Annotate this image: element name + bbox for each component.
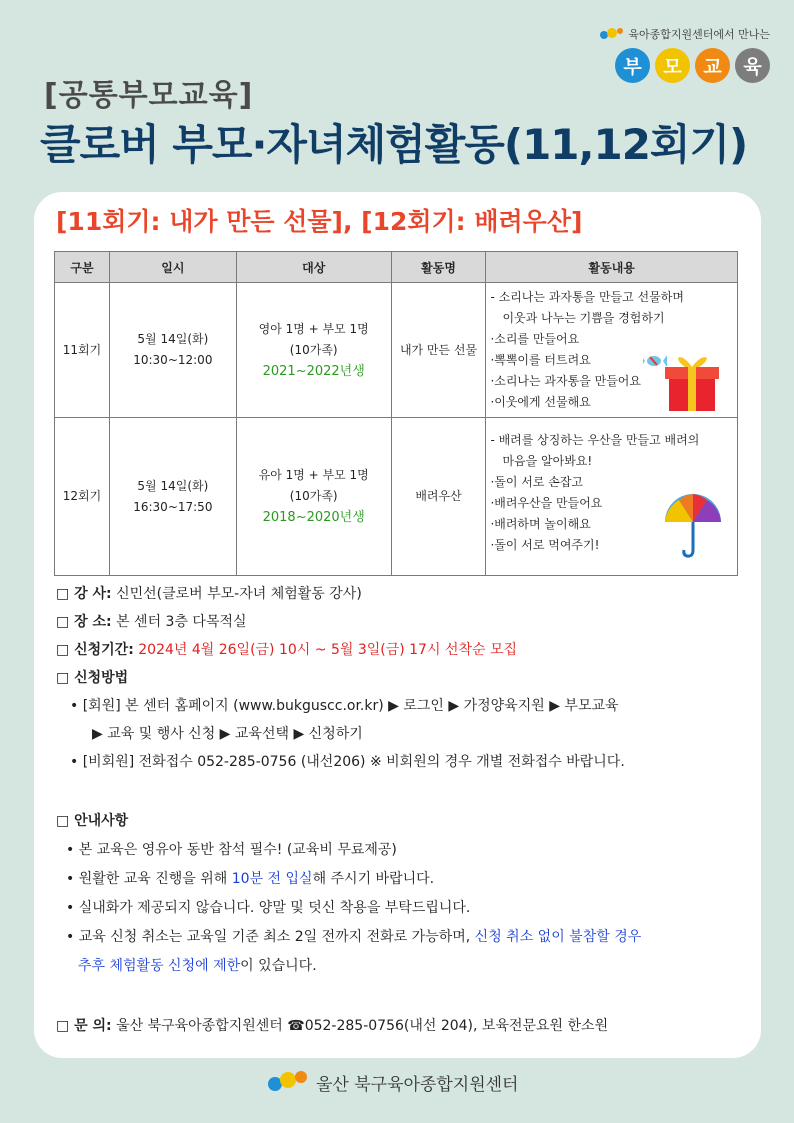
center-logo-icon [266, 1068, 310, 1096]
place-label: □ 장 소: [56, 614, 112, 630]
birth-year: 2018~2020년생 [262, 510, 365, 525]
table-header-row [55, 252, 738, 283]
date-text: 5월 14일(화) [137, 478, 209, 493]
badge-yuk: 육 [735, 48, 770, 83]
umbrella-icon [659, 490, 727, 560]
content-line: ·뽁뽁이를 터트려요 [490, 353, 591, 367]
content-line: ·소리나는 과자통을 만들어요 [490, 374, 641, 388]
place-row [56, 612, 247, 632]
target-text: 영아 1명 + 부모 1명 [258, 321, 369, 336]
activity-content-cell [486, 283, 738, 418]
schedule-table [54, 251, 738, 576]
header-cell: 대상 [236, 252, 391, 283]
place-value: 본 센터 3층 다목적실 [116, 614, 247, 630]
contact-label: □ 문 의: [56, 1018, 112, 1034]
contact-value: 울산 북구육아종합지원센터 ☎052-285-0756(내선 204), 보육전문요원 한소원 [116, 1018, 609, 1034]
instructor-label: □ 강 사: [56, 586, 112, 602]
target-cell [236, 418, 391, 576]
member-method-line2: ▶ 교육 및 행사 신청 ▶ 교육선택 ▶ 신청하기 [92, 726, 363, 742]
content-line: - 배려를 상징하는 우산을 만들고 배려의 [490, 433, 700, 447]
period-row [56, 640, 517, 660]
footer-org-name: 울산 북구육아종합지원센터 [316, 1074, 519, 1095]
content-card [34, 192, 761, 1058]
notice-2-text-end: 해 주시기 바랍니다. [312, 871, 435, 887]
notice-2-text: • 원활한 교육 진행을 위해 [66, 871, 232, 887]
instructor-row [56, 584, 362, 604]
badge-gyo: 교 [695, 48, 730, 83]
instructor-value: 신민선(클로버 부모-자녀 체험활동 강사) [116, 586, 362, 602]
table-row [55, 418, 738, 576]
center-tagline [599, 26, 770, 42]
activity-content-cell [486, 418, 738, 576]
member-method-line1: • [회원] 본 센터 홈페이지 (www.bukguscc.or.kr) ▶ 로그인 ▶ 가정양육지원 ▶ 부모교육 [70, 698, 619, 714]
notice-item-2 [66, 869, 434, 889]
notice-4-highlight: 신청 취소 없이 불참할 경우 [474, 929, 642, 945]
footer [266, 1068, 518, 1096]
card-heading: [11회기: 내가 만든 선물], [12회기: 배려우산] [56, 207, 583, 236]
notice-4-highlight-2: 추후 체험활동 신청에 제한 [78, 958, 241, 974]
time-text: 10:30~12:00 [133, 353, 213, 367]
content-line: 마음을 알아봐요! [502, 454, 593, 468]
datetime-cell [109, 283, 236, 418]
datetime-cell [109, 418, 236, 576]
header-cell: 구분 [55, 252, 110, 283]
content-line: ·돌이 서로 먹여주기! [490, 538, 600, 552]
content-line: ·이웃에게 선물해요 [490, 395, 591, 409]
target-text: 유아 1명 + 부모 1명 [258, 468, 369, 482]
method-label: □ 신청방법 [56, 670, 129, 686]
date-text: 5월 14일(화) [137, 332, 209, 346]
session-cell: 12회기 [55, 418, 110, 576]
header-cell: 활동명 [391, 252, 486, 283]
nonmember-method-line: • [비회원] 전화접수 052-285-0756 (내선206) ※ 비회원의 경우 개별 전화접수 바랍니다. [70, 754, 625, 770]
content-line: ·소리를 만들어요 [490, 332, 580, 346]
notice-4-text: • 교육 신청 취소는 교육일 기준 최소 2일 전까지 전화로 가능하며, [66, 929, 475, 945]
content-line: ·돌이 서로 손잡고 [490, 475, 584, 489]
badge-group [599, 48, 770, 83]
center-logo-icon [599, 26, 625, 42]
period-value: 2024년 4월 26일(금) 10시 ~ 5월 3일(금) 17시 선착순 모집 [138, 642, 518, 658]
period-label: □ 신청기간: [56, 642, 134, 658]
activity-name-cell: 내가 만든 선물 [391, 283, 486, 418]
contact-row [56, 1016, 608, 1036]
page-title: 클로버 부모·자녀체험활동(11,12회기) [40, 120, 748, 169]
header-cell: 활동내용 [486, 252, 738, 283]
badge-bu: 부 [615, 48, 650, 83]
activity-name-cell: 배려우산 [391, 418, 486, 576]
badge-mo: 모 [655, 48, 690, 83]
content-line: ·배려하며 놀이해요 [490, 517, 591, 531]
time-text: 16:30~17:50 [133, 499, 213, 514]
content-line: - 소리나는 과자통을 만들고 선물하며 [490, 290, 684, 304]
page-subtitle: [공통부모교육] [44, 78, 254, 113]
table-row [55, 283, 738, 418]
notice-4-text-end: 이 있습니다. [240, 958, 317, 974]
notice-item-3: • 실내화가 제공되지 않습니다. 양말 및 덧신 착용을 부탁드립니다. [66, 900, 471, 916]
center-tag-text: 육아종합지원센터에서 만나는 [628, 28, 770, 41]
family-count: (10가족) [289, 489, 338, 503]
target-cell [236, 283, 391, 418]
session-cell: 11회기 [55, 283, 110, 418]
notice-item-4 [66, 927, 641, 947]
gift-icon [643, 345, 723, 413]
header-brand [599, 26, 770, 83]
birth-year: 2021~2022년생 [262, 363, 365, 379]
notice-label: □ 안내사항 [56, 813, 129, 829]
header-cell: 일시 [109, 252, 236, 283]
content-line: ·배려우산을 만들어요 [490, 496, 603, 510]
notice-item-1: • 본 교육은 영유아 동반 참석 필수! (교육비 무료제공) [66, 842, 397, 858]
notice-item-4-cont [78, 956, 317, 976]
family-count: (10가족) [289, 342, 338, 357]
content-line: 이웃과 나누는 기쁨을 경험하기 [502, 311, 665, 325]
notice-2-highlight: 10분 전 입실 [231, 871, 313, 887]
